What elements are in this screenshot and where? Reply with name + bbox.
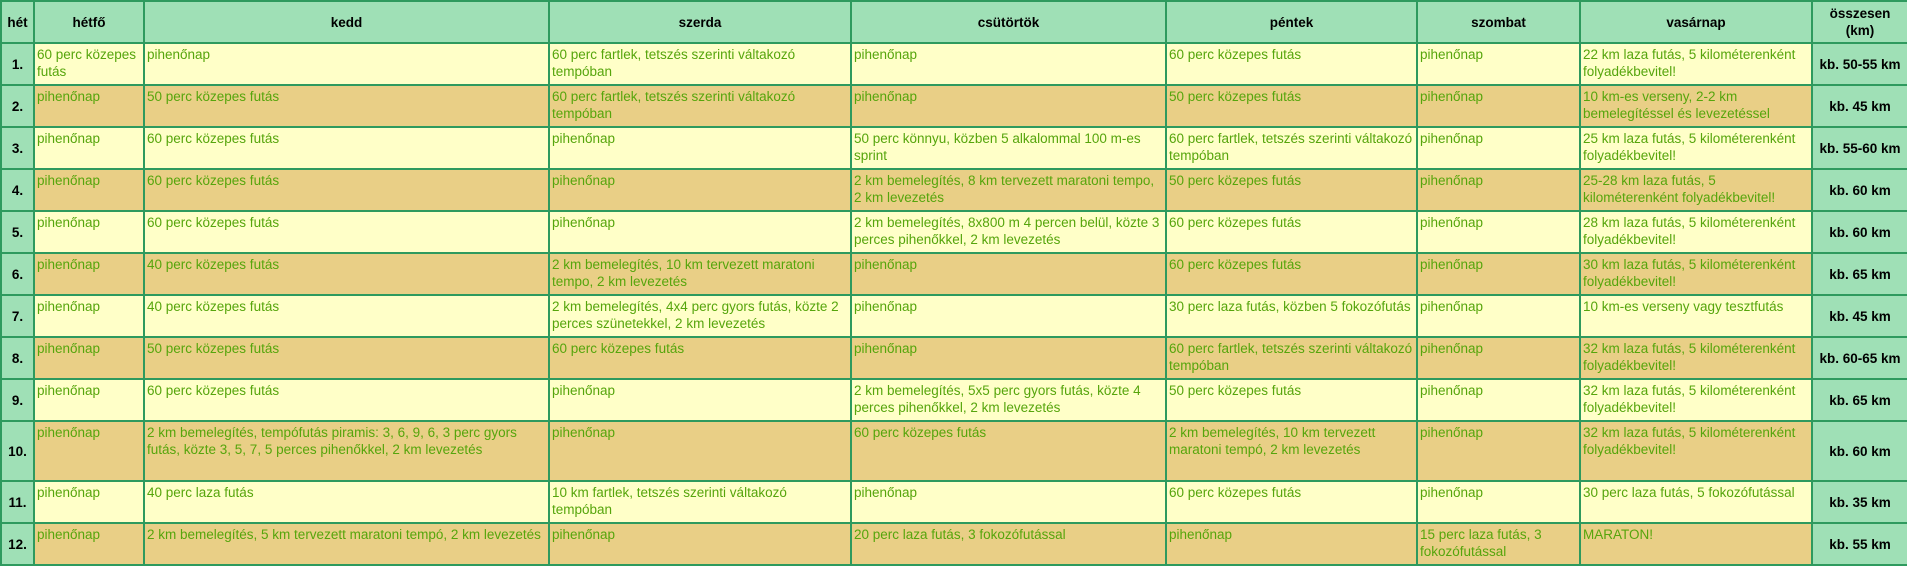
table-cell: 60 perc fartlek, tetszés szerinti váltakozó tempóban [549,85,851,127]
table-cell: pihenőnap [144,43,549,85]
week-number: 1. [1,43,34,85]
week-number: 8. [1,337,34,379]
table-cell: pihenőnap [34,481,144,523]
table-cell: pihenőnap [34,127,144,169]
table-cell: 60 perc fartlek, tetszés szerinti váltakozó tempóban [1166,337,1417,379]
weekly-total: kb. 65 km [1812,253,1907,295]
week-number: 7. [1,295,34,337]
week-number: 12. [1,523,34,565]
week-number: 9. [1,379,34,421]
column-header: vasárnap [1580,1,1812,43]
table-row [1,127,1907,169]
table-cell: MARATON! [1580,523,1812,565]
table-cell: 2 km bemelegítés, 8 km tervezett maratoni tempo, 2 km levezetés [851,169,1166,211]
table-cell: 15 perc laza futás, 3 fokozófutással [1417,523,1580,565]
table-cell: pihenőnap [34,169,144,211]
table-cell: 40 perc laza futás [144,481,549,523]
table-row [1,337,1907,379]
table-body [1,43,1907,565]
week-number: 4. [1,169,34,211]
column-header: kedd [144,1,549,43]
table-cell: pihenőnap [34,523,144,565]
week-number: 2. [1,85,34,127]
table-cell: 60 perc közepes futás [34,43,144,85]
table-cell: pihenőnap [851,337,1166,379]
table-cell: 28 km laza futás, 5 kilométerenként folyadékbevitel! [1580,211,1812,253]
weekly-total: kb. 45 km [1812,85,1907,127]
table-cell: 40 perc közepes futás [144,295,549,337]
week-number: 10. [1,421,34,481]
weekly-total: kb. 60 km [1812,421,1907,481]
table-cell: 10 km fartlek, tetszés szerinti váltakozó tempóban [549,481,851,523]
table-cell: 32 km laza futás, 5 kilométerenként folyadékbevitel! [1580,337,1812,379]
table-cell: 60 perc közepes futás [144,211,549,253]
weekly-total: kb. 60-65 km [1812,337,1907,379]
column-header: hétfő [34,1,144,43]
column-header: szombat [1417,1,1580,43]
column-header: hét [1,1,34,43]
table-cell: pihenőnap [549,379,851,421]
table-cell: pihenőnap [1417,127,1580,169]
table-cell: 60 perc közepes futás [1166,43,1417,85]
table-cell: 30 perc laza futás, 5 fokozófutással [1580,481,1812,523]
table-cell: 20 perc laza futás, 3 fokozófutással [851,523,1166,565]
table-cell: pihenőnap [851,481,1166,523]
table-cell: 10 km-es verseny vagy tesztfutás [1580,295,1812,337]
table-cell: 60 perc fartlek, tetszés szerinti váltakozó tempóban [549,43,851,85]
table-cell: pihenőnap [1417,85,1580,127]
table-row [1,379,1907,421]
table-row [1,523,1907,565]
week-number: 5. [1,211,34,253]
table-cell: 2 km bemelegítés, 4x4 perc gyors futás, közte 2 perces szünetekkel, 2 km levezetés [549,295,851,337]
table-cell: pihenőnap [1417,43,1580,85]
weekly-total: kb. 50-55 km [1812,43,1907,85]
table-row [1,211,1907,253]
table-cell: 60 perc közepes futás [1166,253,1417,295]
table-cell: 40 perc közepes futás [144,253,549,295]
table-cell: pihenőnap [34,379,144,421]
table-cell: 32 km laza futás, 5 kilométerenként folyadékbevitel! [1580,421,1812,481]
table-cell: 2 km bemelegítés, 10 km tervezett maratoni tempó, 2 km levezetés [1166,421,1417,481]
weekly-total: kb. 55-60 km [1812,127,1907,169]
table-cell: pihenőnap [34,337,144,379]
table-cell: 30 km laza futás, 5 kilométerenként folyadékbevitel! [1580,253,1812,295]
table-cell: pihenőnap [1417,169,1580,211]
table-row [1,43,1907,85]
table-cell: 50 perc közepes futás [1166,379,1417,421]
table-row [1,85,1907,127]
weekly-total: kb. 55 km [1812,523,1907,565]
table-cell: pihenőnap [1417,421,1580,481]
table-cell: pihenőnap [549,169,851,211]
table-cell: 60 perc közepes futás [851,421,1166,481]
week-number: 6. [1,253,34,295]
table-row [1,421,1907,481]
week-number: 3. [1,127,34,169]
week-number: 11. [1,481,34,523]
table-row [1,481,1907,523]
table-cell: 22 km laza futás, 5 kilométerenként folyadékbevitel! [1580,43,1812,85]
table-cell: pihenőnap [1417,481,1580,523]
weekly-total: kb. 45 km [1812,295,1907,337]
table-cell: 30 perc laza futás, közben 5 fokozófutás [1166,295,1417,337]
column-header: péntek [1166,1,1417,43]
column-header: csütörtök [851,1,1166,43]
table-cell: pihenőnap [1417,337,1580,379]
table-cell: 50 perc közepes futás [144,337,549,379]
column-header: összesen (km) [1812,1,1907,43]
table-cell: 50 perc közepes futás [144,85,549,127]
table-cell: pihenőnap [851,85,1166,127]
table-cell: 60 perc közepes futás [144,127,549,169]
table-cell: 50 perc közepes futás [1166,169,1417,211]
table-cell: pihenőnap [1166,523,1417,565]
table-cell: 60 perc fartlek, tetszés szerinti váltakozó tempóban [1166,127,1417,169]
table-cell: 2 km bemelegítés, 5x5 perc gyors futás, közte 4 perces pihenőkkel, 2 km levezetés [851,379,1166,421]
table-cell: 2 km bemelegítés, tempófutás piramis: 3, 6, 9, 6, 3 perc gyors futás, közte 3, 5, 7, 5 perces pihenőkkel, 2 km levezetés [144,421,549,481]
table-cell: 25-28 km laza futás, 5 kilométerenként folyadékbevitel! [1580,169,1812,211]
table-row [1,169,1907,211]
table-cell: pihenőnap [1417,211,1580,253]
table-cell: pihenőnap [549,523,851,565]
table-cell: 60 perc közepes futás [1166,481,1417,523]
weekly-total: kb. 60 km [1812,169,1907,211]
table-cell: 2 km bemelegítés, 8x800 m 4 percen belül, közte 3 perces pihenőkkel, 2 km levezetés [851,211,1166,253]
header-row [1,1,1907,43]
table-cell: pihenőnap [851,43,1166,85]
table-cell: 25 km laza futás, 5 kilométerenként folyadékbevitel! [1580,127,1812,169]
table-cell: pihenőnap [851,253,1166,295]
table-cell: 2 km bemelegítés, 10 km tervezett maratoni tempo, 2 km levezetés [549,253,851,295]
table-cell: 50 perc könnyu, közben 5 alkalommal 100 m-es sprint [851,127,1166,169]
table-cell: pihenőnap [1417,253,1580,295]
table-cell: pihenőnap [549,421,851,481]
weekly-total: kb. 35 km [1812,481,1907,523]
table-cell: 50 perc közepes futás [1166,85,1417,127]
table-row [1,295,1907,337]
weekly-total: kb. 60 km [1812,211,1907,253]
table-cell: pihenőnap [34,421,144,481]
table-cell: 10 km-es verseny, 2-2 km bemelegítéssel és levezetéssel [1580,85,1812,127]
table-cell: pihenőnap [549,211,851,253]
table-cell: pihenőnap [1417,295,1580,337]
table-cell: pihenőnap [34,295,144,337]
table-cell: pihenőnap [34,253,144,295]
table-cell: 60 perc közepes futás [144,169,549,211]
table-cell: pihenőnap [549,127,851,169]
table-cell: 60 perc közepes futás [549,337,851,379]
table-row [1,253,1907,295]
table-cell: 32 km laza futás, 5 kilométerenként folyadékbevitel! [1580,379,1812,421]
table-cell: 60 perc közepes futás [1166,211,1417,253]
column-header: szerda [549,1,851,43]
table-cell: 2 km bemelegítés, 5 km tervezett maratoni tempó, 2 km levezetés [144,523,549,565]
table-cell: 60 perc közepes futás [144,379,549,421]
table-cell: pihenőnap [1417,379,1580,421]
weekly-total: kb. 65 km [1812,379,1907,421]
table-cell: pihenőnap [34,211,144,253]
table-cell: pihenőnap [34,85,144,127]
table-cell: pihenőnap [851,295,1166,337]
